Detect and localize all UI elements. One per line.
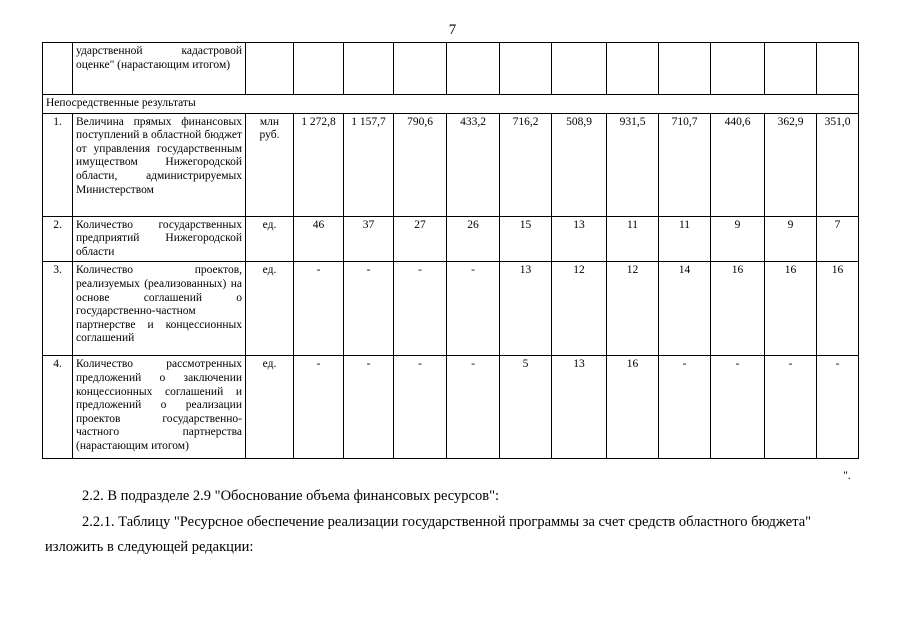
page-number: 7: [448, 22, 457, 38]
value-cell: -: [344, 356, 394, 459]
value-cell: 9: [711, 216, 765, 262]
indicator-name: Количество государственных предприятий Нижегородской области: [73, 216, 246, 262]
table-cell: [500, 43, 552, 95]
unit-cell: ед.: [246, 356, 294, 459]
value-cell: -: [765, 356, 817, 459]
value-cell: 27: [394, 216, 447, 262]
value-cell: -: [659, 356, 711, 459]
unit-cell: ед.: [246, 216, 294, 262]
value-cell: 11: [607, 216, 659, 262]
value-cell: -: [344, 262, 394, 356]
table-cell: [765, 43, 817, 95]
table-cell: [817, 43, 859, 95]
value-cell: -: [817, 356, 859, 459]
row-number: 3.: [43, 262, 73, 356]
table-row: [43, 43, 859, 95]
value-cell: 362,9: [765, 113, 817, 216]
value-cell: 13: [552, 216, 607, 262]
table-row: [43, 356, 859, 459]
indicators-table: [42, 42, 859, 459]
value-cell: 508,9: [552, 113, 607, 216]
value-cell: -: [447, 356, 500, 459]
row-number: 2.: [43, 216, 73, 262]
unit-cell: млн руб.: [246, 113, 294, 216]
value-cell: 16: [711, 262, 765, 356]
paragraph-table-instruction: 2.2.1. Таблицу "Ресурсное обеспечение реализации государственной программы за счет средств областного бюджета": [82, 514, 812, 530]
value-cell: 46: [294, 216, 344, 262]
table-row: [43, 262, 859, 356]
value-cell: -: [394, 356, 447, 459]
value-cell: 710,7: [659, 113, 711, 216]
value-cell: 351,0: [817, 113, 859, 216]
section-title: Непосредственные результаты: [43, 95, 859, 114]
closing-quote: ".: [843, 468, 851, 482]
indicator-name: ударственной кадастровой оценке" (нарастающим итогом): [73, 43, 246, 95]
value-cell: 5: [500, 356, 552, 459]
value-cell: 13: [500, 262, 552, 356]
value-cell: 716,2: [500, 113, 552, 216]
table-cell: [344, 43, 394, 95]
value-cell: 14: [659, 262, 711, 356]
paragraph-subsection: 2.2. В подразделе 2.9 "Обоснование объема финансовых ресурсов":: [82, 488, 500, 504]
value-cell: 13: [552, 356, 607, 459]
value-cell: 15: [500, 216, 552, 262]
table-cell: [43, 43, 73, 95]
value-cell: 16: [607, 356, 659, 459]
value-cell: -: [711, 356, 765, 459]
indicator-name: Количество рассмотренных предложений о заключении концессионных соглашений и предложений о реализации проектов государственно-частного партнерства (нарастающим итогом): [73, 356, 246, 459]
value-cell: 11: [659, 216, 711, 262]
row-number: 1.: [43, 113, 73, 216]
table-cell: [552, 43, 607, 95]
value-cell: 1 272,8: [294, 113, 344, 216]
indicator-name: Величина прямых финансовых поступлений в областной бюджет от управления государственным имуществом Нижегородской области, администрируемых Министерством: [73, 113, 246, 216]
value-cell: -: [394, 262, 447, 356]
value-cell: -: [294, 356, 344, 459]
table-cell: [294, 43, 344, 95]
value-cell: 16: [765, 262, 817, 356]
table-row: [43, 216, 859, 262]
table-cell: [394, 43, 447, 95]
table-cell: [246, 43, 294, 95]
value-cell: -: [294, 262, 344, 356]
row-number: 4.: [43, 356, 73, 459]
value-cell: -: [447, 262, 500, 356]
section-row: [43, 95, 859, 114]
value-cell: 16: [817, 262, 859, 356]
table-cell: [447, 43, 500, 95]
table-cell: [607, 43, 659, 95]
paragraph-edit-instruction: изложить в следующей редакции:: [45, 539, 254, 555]
value-cell: 12: [607, 262, 659, 356]
value-cell: 790,6: [394, 113, 447, 216]
table-cell: [711, 43, 765, 95]
value-cell: 1 157,7: [344, 113, 394, 216]
value-cell: 12: [552, 262, 607, 356]
value-cell: 931,5: [607, 113, 659, 216]
value-cell: 26: [447, 216, 500, 262]
value-cell: 7: [817, 216, 859, 262]
value-cell: 9: [765, 216, 817, 262]
value-cell: 440,6: [711, 113, 765, 216]
value-cell: 37: [344, 216, 394, 262]
value-cell: 433,2: [447, 113, 500, 216]
table-row: [43, 113, 859, 216]
indicator-name: Количество проектов, реализуемых (реализованных) на основе соглашений о государственно-частном партнерстве и концессионных соглашений: [73, 262, 246, 356]
unit-cell: ед.: [246, 262, 294, 356]
table-cell: [659, 43, 711, 95]
